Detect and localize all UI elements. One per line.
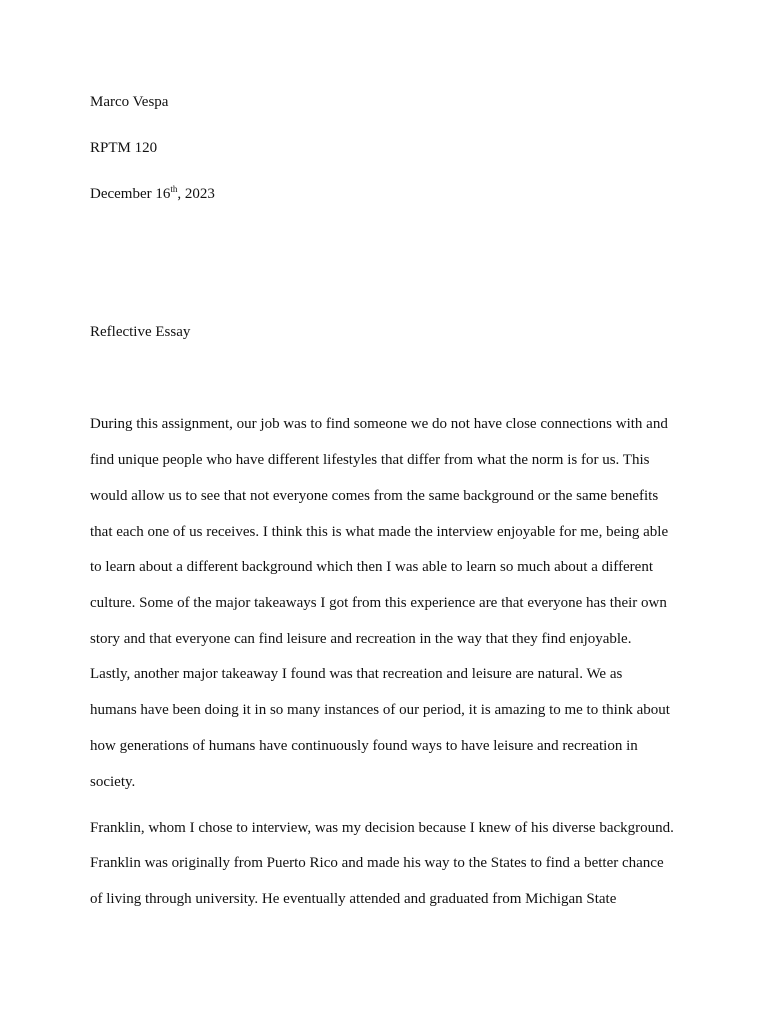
essay-title: Reflective Essay <box>90 324 191 340</box>
paragraph-line: story and that everyone can find leisure and recreation in the way that they find enjoyable. <box>90 631 632 647</box>
paragraph-line: that each one of us receives. I think this is what made the interview enjoyable for me, being able <box>90 524 669 540</box>
date-ordinal: th <box>170 184 178 194</box>
paragraph-line: humans have been doing it in so many instances of our period, it is amazing to me to think about <box>90 702 670 718</box>
paragraph-line: of living through university. He eventually attended and graduated from Michigan State <box>90 891 617 907</box>
paragraph-line: how generations of humans have continuously found ways to have leisure and recreation in <box>90 738 638 754</box>
paragraph-line: society. <box>90 774 136 790</box>
paragraph-line: would allow us to see that not everyone comes from the same background or the same benefits <box>90 488 659 504</box>
paragraph-line: Lastly, another major takeaway I found was that recreation and leisure are natural. We as <box>90 666 623 682</box>
paragraph-line: Franklin was originally from Puerto Rico and made his way to the States to find a better chance <box>90 855 664 871</box>
date-main: December 16 <box>90 186 171 202</box>
date-year: , 2023 <box>177 186 215 202</box>
paragraph-line: find unique people who have different lifestyles that differ from what the norm is for us. This <box>90 452 650 468</box>
paragraph-line: to learn about a different background which then I was able to learn so much about a different <box>90 559 653 575</box>
course-code: RPTM 120 <box>90 140 158 156</box>
author-name: Marco Vespa <box>90 94 169 110</box>
paragraph-line: During this assignment, our job was to find someone we do not have close connections with and <box>90 416 668 432</box>
paragraph-line: Franklin, whom I chose to interview, was my decision because I knew of his diverse background. <box>90 820 674 836</box>
essay-date <box>90 184 215 204</box>
paragraph-line: culture. Some of the major takeaways I got from this experience are that everyone has their own <box>90 595 667 611</box>
